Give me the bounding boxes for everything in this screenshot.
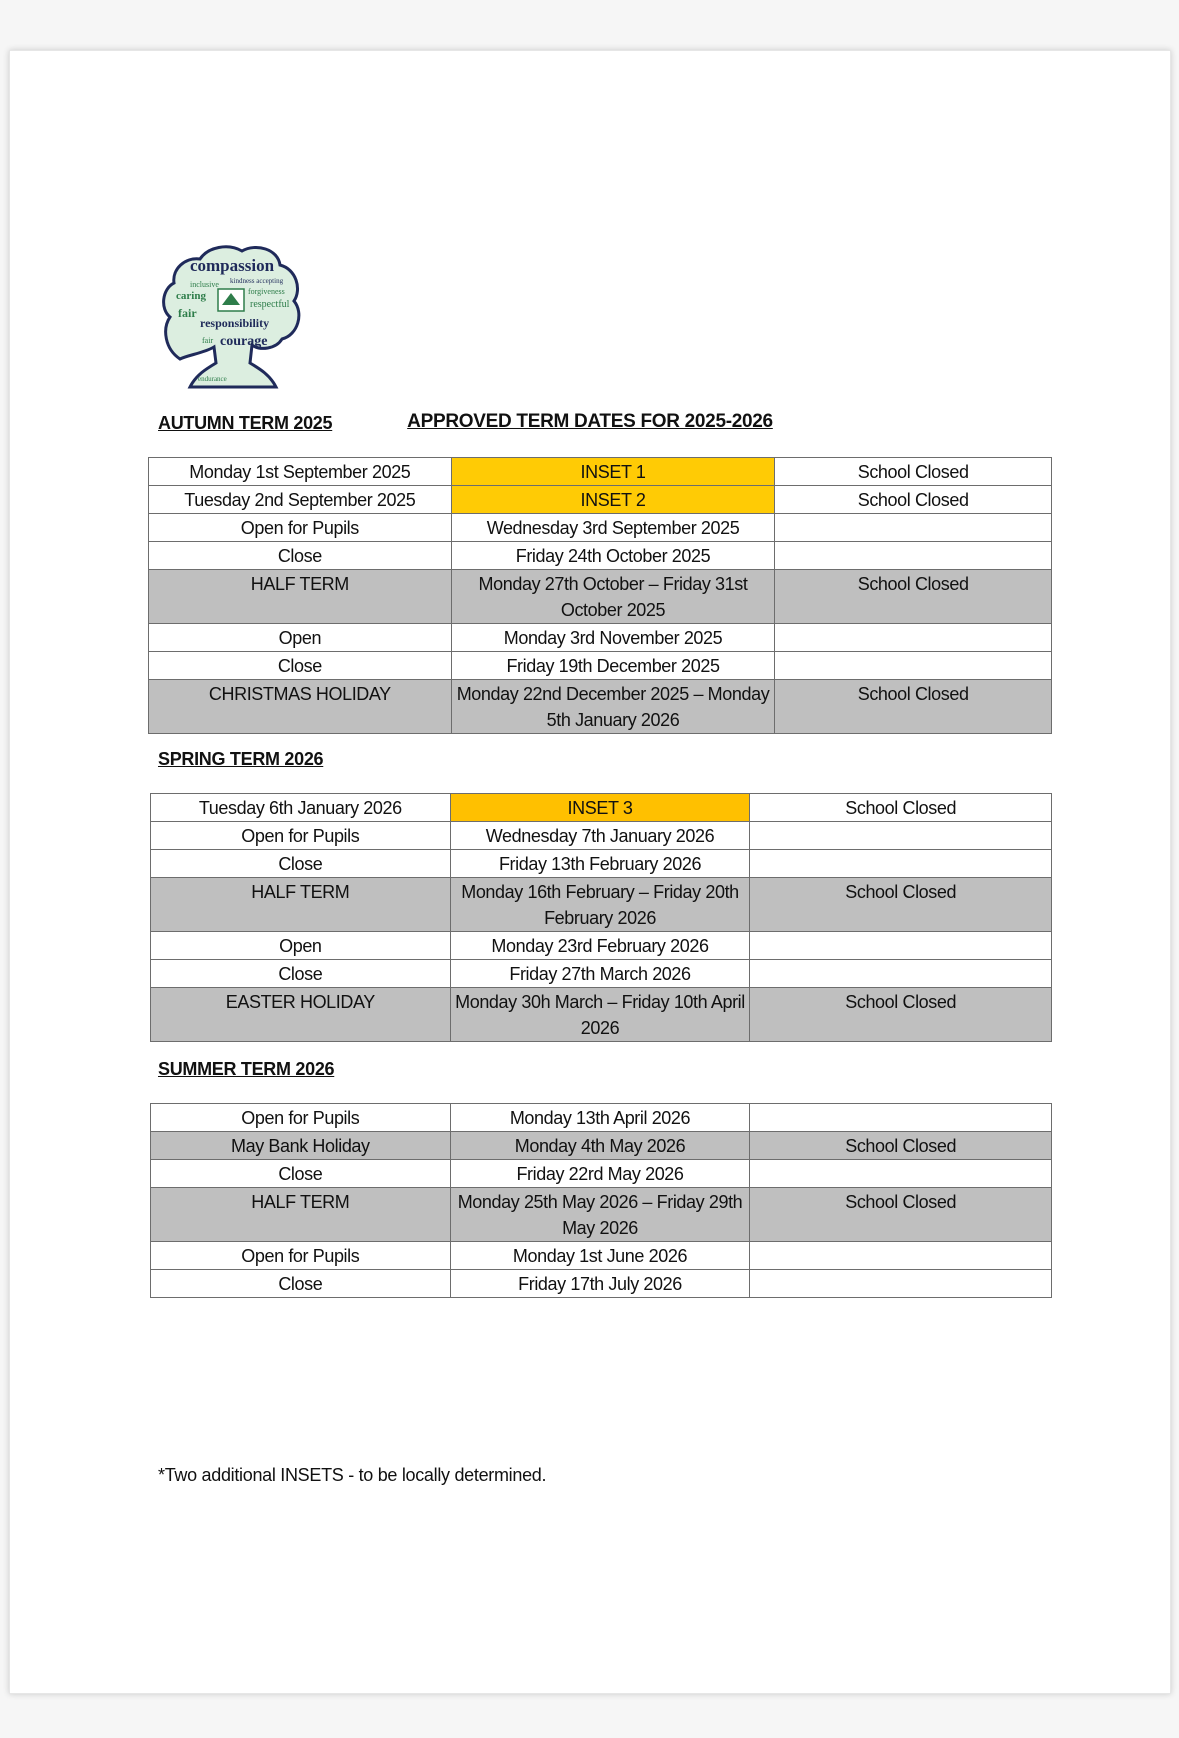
cell-status: School Closed xyxy=(750,1188,1052,1242)
cell-status xyxy=(750,1104,1052,1132)
cell-status: School Closed xyxy=(775,486,1052,514)
term-row xyxy=(151,1270,1052,1298)
term-row xyxy=(151,960,1052,988)
cell-event: Tuesday 2nd September 2025 xyxy=(149,486,452,514)
cell-date: Monday 27th October – Friday 31st October 2025 xyxy=(451,570,775,624)
term-row xyxy=(151,850,1052,878)
cell-event: HALF TERM xyxy=(151,878,451,932)
term-row xyxy=(151,988,1052,1042)
term-row xyxy=(149,652,1052,680)
cell-date: Monday 22nd December 2025 – Monday 5th January 2026 xyxy=(451,680,775,734)
cell-event: Close xyxy=(149,542,452,570)
term-row xyxy=(151,1160,1052,1188)
cell-event: May Bank Holiday xyxy=(151,1132,451,1160)
svg-text:responsibility: responsibility xyxy=(200,316,270,330)
cell-date: Wednesday 7th January 2026 xyxy=(450,822,750,850)
cell-status xyxy=(750,960,1052,988)
cell-date: Monday 1st June 2026 xyxy=(450,1242,750,1270)
svg-text:fair: fair xyxy=(202,336,214,345)
inset-footnote: *Two additional INSETS - to be locally determined. xyxy=(158,1465,547,1485)
cell-status xyxy=(750,1242,1052,1270)
cell-status xyxy=(775,542,1052,570)
term-row xyxy=(151,1132,1052,1160)
cell-status xyxy=(750,1270,1052,1298)
term-row xyxy=(149,624,1052,652)
term-row xyxy=(151,932,1052,960)
cell-event: Tuesday 6th January 2026 xyxy=(151,794,451,822)
cell-date: Monday 25th May 2026 – Friday 29th May 2026 xyxy=(450,1188,750,1242)
cell-date: Monday 13th April 2026 xyxy=(450,1104,750,1132)
cell-date: INSET 2 xyxy=(451,486,775,514)
cell-date: Friday 27th March 2026 xyxy=(450,960,750,988)
cell-event: CHRISTMAS HOLIDAY xyxy=(149,680,452,734)
cell-date: Friday 19th December 2025 xyxy=(451,652,775,680)
summer-term-table xyxy=(150,1103,1052,1298)
school-tree-logo xyxy=(160,239,305,389)
cell-event: Open for Pupils xyxy=(151,1104,451,1132)
cell-status: School Closed xyxy=(750,1132,1052,1160)
cell-status: School Closed xyxy=(775,458,1052,486)
cell-event: Close xyxy=(151,960,451,988)
cell-status xyxy=(750,932,1052,960)
term-row xyxy=(151,794,1052,822)
cell-event: Open for Pupils xyxy=(151,1242,451,1270)
cell-date: Monday 3rd November 2025 xyxy=(451,624,775,652)
document-page xyxy=(9,50,1171,1694)
term-row xyxy=(149,486,1052,514)
term-row xyxy=(149,570,1052,624)
svg-text:endurance: endurance xyxy=(198,375,227,383)
cell-event: Close xyxy=(149,652,452,680)
svg-text:forgiveness: forgiveness xyxy=(248,287,285,296)
cell-event: Open for Pupils xyxy=(149,514,452,542)
cell-status: School Closed xyxy=(775,680,1052,734)
term-row xyxy=(149,514,1052,542)
cell-status: School Closed xyxy=(750,988,1052,1042)
summer-term-heading: SUMMER TERM 2026 xyxy=(158,1059,335,1079)
cell-status xyxy=(775,624,1052,652)
cell-event: Close xyxy=(151,1270,451,1298)
svg-text:courage: courage xyxy=(220,334,268,349)
cell-date: INSET 3 xyxy=(450,794,750,822)
cell-event: Open xyxy=(149,624,452,652)
cell-status xyxy=(775,514,1052,542)
autumn-term-heading: AUTUMN TERM 2025 xyxy=(158,413,333,433)
cell-status: School Closed xyxy=(775,570,1052,624)
cell-date: Monday 23rd February 2026 xyxy=(450,932,750,960)
cell-date: Monday 4th May 2026 xyxy=(450,1132,750,1160)
term-row xyxy=(151,1242,1052,1270)
term-row xyxy=(151,878,1052,932)
svg-text:compassion: compassion xyxy=(189,256,275,275)
term-row xyxy=(151,1104,1052,1132)
spring-term-heading: SPRING TERM 2026 xyxy=(158,749,324,769)
cell-date: Friday 17th July 2026 xyxy=(450,1270,750,1298)
cell-event: Close xyxy=(151,850,451,878)
cell-status xyxy=(750,822,1052,850)
term-row xyxy=(149,458,1052,486)
cell-event: Close xyxy=(151,1160,451,1188)
cell-date: Monday 30h March – Friday 10th April 2026 xyxy=(450,988,750,1042)
cell-date: Friday 13th February 2026 xyxy=(450,850,750,878)
document-title: APPROVED TERM DATES FOR 2025-2026 xyxy=(407,411,773,432)
cell-date: Monday 16th February – Friday 20th February 2026 xyxy=(450,878,750,932)
cell-status: School Closed xyxy=(750,878,1052,932)
svg-text:fair: fair xyxy=(178,306,197,320)
svg-text:inclusive: inclusive xyxy=(190,280,219,289)
term-row xyxy=(149,542,1052,570)
cell-status xyxy=(775,652,1052,680)
svg-text:caring: caring xyxy=(176,290,206,302)
autumn-term-table xyxy=(148,457,1052,734)
cell-event: Open for Pupils xyxy=(151,822,451,850)
svg-text:respectful: respectful xyxy=(250,299,290,310)
cell-status xyxy=(750,850,1052,878)
cell-date: Friday 24th October 2025 xyxy=(451,542,775,570)
cell-event: HALF TERM xyxy=(151,1188,451,1242)
term-row xyxy=(149,680,1052,734)
svg-text:kindness accepting: kindness accepting xyxy=(230,277,284,285)
cell-event: Monday 1st September 2025 xyxy=(149,458,452,486)
cell-date: Friday 22rd May 2026 xyxy=(450,1160,750,1188)
cell-status: School Closed xyxy=(750,794,1052,822)
cell-date: Wednesday 3rd September 2025 xyxy=(451,514,775,542)
spring-term-table xyxy=(150,793,1052,1042)
term-row xyxy=(151,1188,1052,1242)
cell-status xyxy=(750,1160,1052,1188)
cell-event: Open xyxy=(151,932,451,960)
term-row xyxy=(151,822,1052,850)
cell-event: EASTER HOLIDAY xyxy=(151,988,451,1042)
cell-event: HALF TERM xyxy=(149,570,452,624)
cell-date: INSET 1 xyxy=(451,458,775,486)
